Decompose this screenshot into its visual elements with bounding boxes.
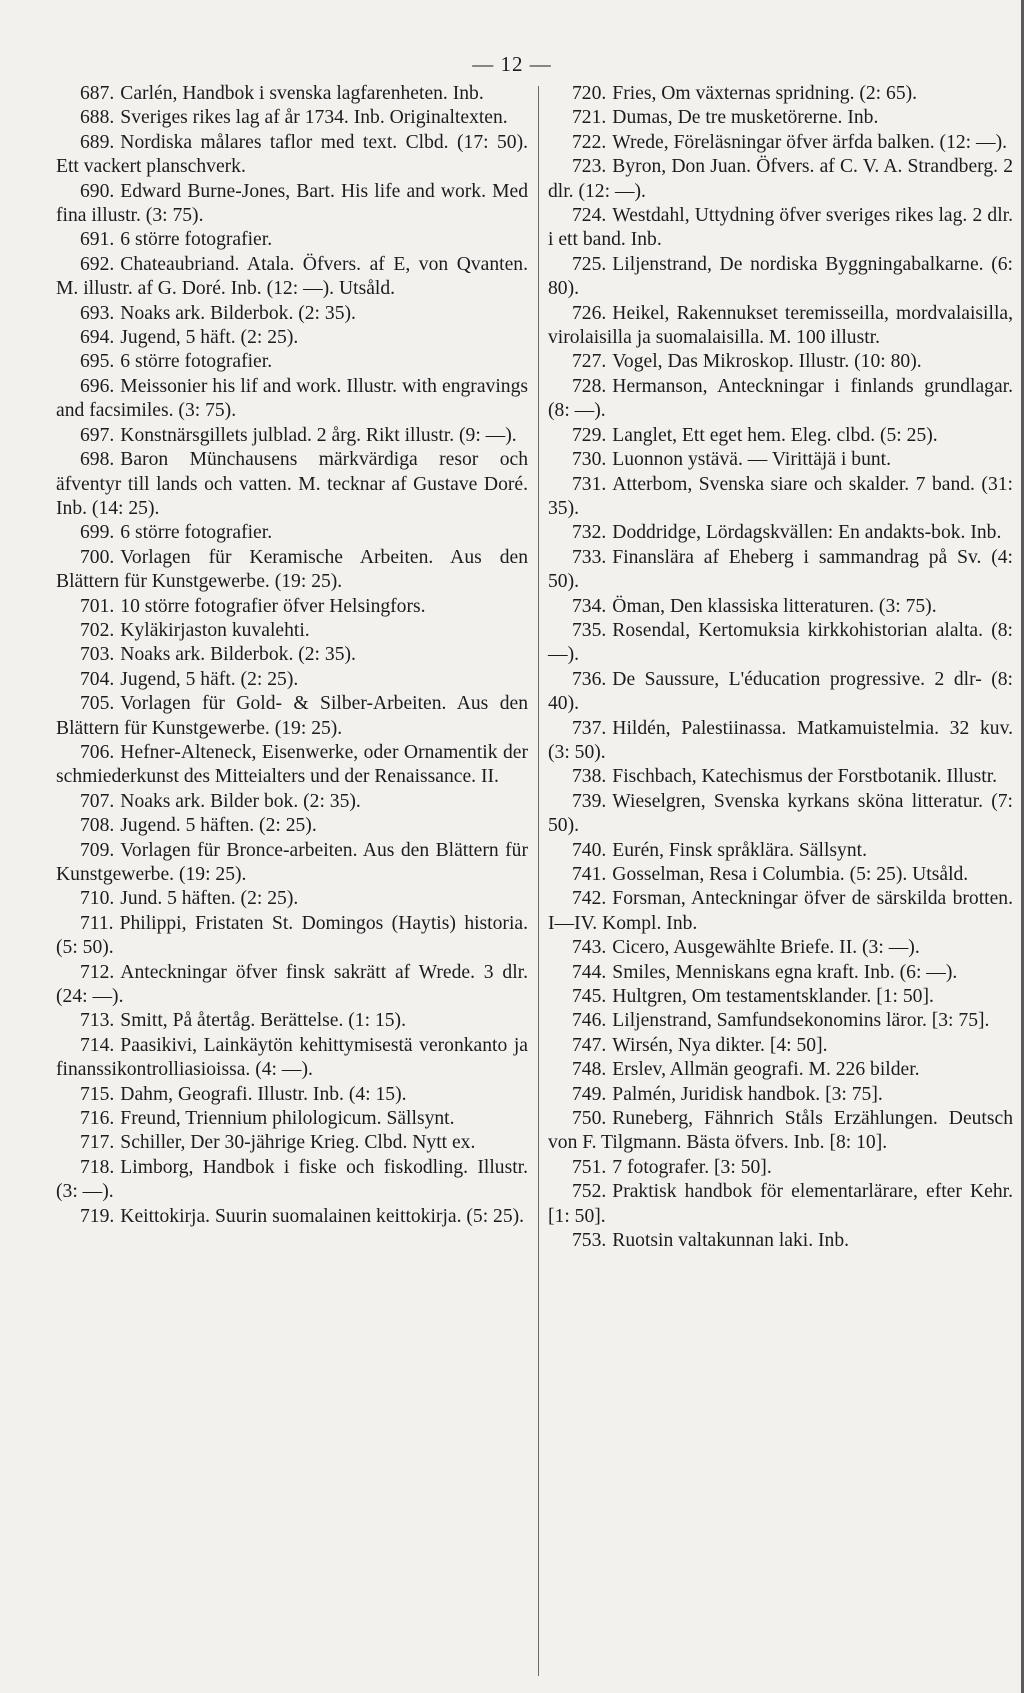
entry-text: Ruotsin valtakunnan laki. Inb. <box>612 1230 850 1252</box>
entry-number: 690. <box>80 180 115 202</box>
entry-text: Jugend, 5 häft. (2: 25). <box>120 327 299 349</box>
entry-number: 744. <box>572 961 607 983</box>
entry-number: 716. <box>80 1108 115 1130</box>
entry-text: Philippi, Fristaten St. Domingos (Haytis) historia. (5: 50). <box>56 912 528 959</box>
entry-number: 723. <box>572 156 607 178</box>
entry-text: Wrede, Föreläsningar öfver ärfda balken. (12: —). <box>612 131 1008 153</box>
entry-number: 703. <box>80 644 115 666</box>
entry-number: 728. <box>572 375 607 397</box>
catalog-entry <box>56 961 528 1010</box>
catalog-entry <box>548 424 1013 448</box>
entry-number: 712. <box>80 961 115 983</box>
entry-text: Keittokirja. Suurin suomalainen keittokirja. (5: 25). <box>120 1205 525 1227</box>
entry-text: Vorlagen für Bronce-arbeiten. Aus den Blättern für Kunstgewerbe. (19: 25). <box>56 839 528 885</box>
entry-number: 745. <box>572 986 607 1008</box>
catalog-entry <box>56 668 528 692</box>
entry-text: Dumas, De tre musketörerne. Inb. <box>612 107 879 129</box>
catalog-entry <box>548 546 1013 595</box>
entry-number: 707. <box>80 790 115 812</box>
entry-text: Runeberg, Fähnrich Ståls Erzählungen. Deutsch von F. Tilgmann. Bästa öfvers. Inb. [8: 10]. <box>548 1108 1013 1154</box>
entry-text: Jugend. 5 häften. (2: 25). <box>120 815 317 837</box>
catalog-entry <box>548 790 1013 839</box>
entry-text: Edward Burne-Jones, Bart. His life and work. Med fina illustr. (3: 75). <box>56 180 528 227</box>
catalog-entry <box>56 1107 528 1131</box>
entry-number: 711. <box>80 912 114 934</box>
entry-text: Dahm, Geografi. Illustr. Inb. (4: 15). <box>120 1083 407 1105</box>
entry-number: 718. <box>80 1156 115 1178</box>
entry-number: 689. <box>80 131 115 153</box>
entry-text: Luonnon ystävä. — Virittäjä i bunt. <box>612 449 892 471</box>
entry-text: Gosselman, Resa i Columbia. (5: 25). Utsåld. <box>612 864 969 885</box>
entry-number: 730. <box>572 449 607 471</box>
catalog-entry <box>56 1009 528 1033</box>
catalog-entry <box>548 1034 1013 1058</box>
entry-number: 740. <box>572 839 607 861</box>
entry-number: 694. <box>80 327 115 349</box>
catalog-entry <box>548 936 1013 960</box>
entry-number: 750. <box>572 1108 607 1130</box>
entry-text: Smitt, På återtåg. Berättelse. (1: 15). <box>120 1010 406 1032</box>
catalog-entry <box>548 985 1013 1009</box>
entry-number: 739. <box>572 790 607 812</box>
entry-number: 727. <box>572 351 607 373</box>
catalog-entry <box>56 82 528 106</box>
entry-text: Noaks ark. Bilder bok. (2: 35). <box>120 790 361 812</box>
entry-number: 733. <box>572 546 607 568</box>
entry-number: 748. <box>572 1059 607 1081</box>
entry-text: Wirsén, Nya dikter. [4: 50]. <box>612 1034 828 1056</box>
catalog-entry <box>56 1083 528 1107</box>
entry-number: 738. <box>572 766 607 788</box>
entry-number: 691. <box>80 229 115 251</box>
entry-number: 704. <box>80 668 115 690</box>
entry-number: 721. <box>572 107 607 129</box>
entry-number: 705. <box>80 693 115 715</box>
entry-number: 714. <box>80 1034 115 1056</box>
entry-text: Smiles, Menniskans egna kraft. Inb. (6: —). <box>612 961 958 983</box>
catalog-entry <box>548 668 1013 717</box>
entry-number: 701. <box>80 595 115 617</box>
catalog-entry <box>56 619 528 643</box>
entry-number: 713. <box>80 1010 115 1032</box>
catalog-entry <box>548 887 1013 936</box>
catalog-entry <box>56 643 528 667</box>
catalog-entry <box>548 302 1013 351</box>
catalog-entry <box>548 1058 1013 1082</box>
catalog-entry <box>548 204 1013 253</box>
catalog-entry <box>56 1156 528 1205</box>
catalog-entry <box>56 448 528 521</box>
entry-number: 746. <box>572 1010 607 1032</box>
catalog-entry <box>548 448 1013 472</box>
catalog-entry <box>56 1131 528 1155</box>
entry-text: Hefner-Alteneck, Eisenwerke, oder Ornamentik der schmiederkunst des Mitteialters und der Renaissance. II. <box>56 741 528 788</box>
entry-text: 6 större fotografier. <box>120 522 273 544</box>
entry-number: 717. <box>80 1132 115 1154</box>
catalog-entry <box>56 180 528 229</box>
entry-text: Byron, Don Juan. Öfvers. af C. V. A. Strandberg. 2 dlr. (12: —). <box>548 156 1013 202</box>
entry-text: Forsman, Anteckningar öfver de särskilda brotten. I—IV. Kompl. Inb. <box>548 888 1013 934</box>
entry-text: Öman, Den klassiska litteraturen. (3: 75). <box>612 595 937 617</box>
entry-number: 710. <box>80 888 115 910</box>
entry-text: Anteckningar öfver finsk sakrätt af Wrede. 3 dlr. (24: —). <box>56 961 528 1008</box>
entry-number: 735. <box>572 619 607 641</box>
entry-number: 706. <box>80 741 115 763</box>
entry-text: Vogel, Das Mikroskop. Illustr. (10: 80). <box>612 351 922 373</box>
catalog-entry <box>548 473 1013 522</box>
entry-number: 688. <box>80 107 115 129</box>
catalog-entry <box>548 375 1013 424</box>
catalog-entry <box>56 228 528 252</box>
entry-number: 734. <box>572 595 607 617</box>
entry-text: Palmén, Juridisk handbok. [3: 75]. <box>612 1083 883 1105</box>
entry-text: Meissonier his lif and work. Illustr. with engravings and facsimiles. (3: 75). <box>56 375 528 422</box>
entry-number: 708. <box>80 815 115 837</box>
entry-number: 720. <box>572 83 607 104</box>
entry-text: De Saussure, L'éducation progressive. 2 dlr- (8: 40). <box>548 668 1013 715</box>
entry-text: Jund. 5 häften. (2: 25). <box>120 888 299 910</box>
entry-text: Fries, Om växternas spridning. (2: 65). <box>612 83 918 104</box>
catalog-entry <box>548 619 1013 668</box>
entry-number: 696. <box>80 375 115 397</box>
entry-text: Noaks ark. Bilderbok. (2: 35). <box>120 644 356 666</box>
catalog-entry <box>548 521 1013 545</box>
catalog-entry <box>56 253 528 302</box>
entry-text: Vorlagen für Keramische Arbeiten. Aus den Blättern für Kunstgewerbe. (19: 25). <box>56 546 528 593</box>
entry-text: Limborg, Handbok i fiske och fiskodling. Illustr. (3: —). <box>56 1156 528 1203</box>
catalog-entry <box>548 765 1013 789</box>
catalog-entry <box>548 1009 1013 1033</box>
catalog-entry <box>548 253 1013 302</box>
entry-number: 741. <box>572 864 607 885</box>
entry-number: 719. <box>80 1205 115 1227</box>
right-column <box>548 82 1013 1254</box>
entry-text: Vorlagen für Gold- & Silber-Arbeiten. Aus den Blättern für Kunstgewerbe. (19: 25). <box>56 693 528 739</box>
catalog-entry <box>56 912 528 961</box>
entry-number: 699. <box>80 522 115 544</box>
catalog-entry <box>548 595 1013 619</box>
page-number: — 12 — <box>472 52 552 76</box>
entry-number: 693. <box>80 302 115 324</box>
entry-text: Eurén, Finsk språklära. Sällsynt. <box>612 839 867 861</box>
catalog-entry <box>56 741 528 790</box>
catalog-entry <box>548 717 1013 766</box>
entry-text: Baron Münchausens märkvärdiga resor och äfventyr till lands och vatten. M. tecknar af Gustave Doré. Inb. (14: 25). <box>56 449 528 519</box>
entry-number: 687. <box>80 83 115 104</box>
entry-number: 729. <box>572 424 607 446</box>
entry-text: Hildén, Palestiinassa. Matkamuistelmia. 32 kuv. (3: 50). <box>548 717 1013 763</box>
entry-number: 702. <box>80 619 115 641</box>
entry-text: Westdahl, Uttydning öfver sveriges rikes lag. 2 dlr. i ett band. Inb. <box>548 205 1013 251</box>
entry-number: 695. <box>80 351 115 373</box>
entry-number: 742. <box>572 888 607 910</box>
entry-number: 726. <box>572 302 607 324</box>
entry-text: Praktisk handbok för elementarlärare, efter Kehr. [1: 50]. <box>548 1181 1013 1227</box>
catalog-entry <box>56 887 528 911</box>
entry-text: 7 fotografer. [3: 50]. <box>612 1156 772 1178</box>
catalog-entry <box>548 82 1013 106</box>
catalog-entry <box>548 839 1013 863</box>
entry-number: 753. <box>572 1230 607 1252</box>
entry-text: Atterbom, Svenska siare och skalder. 7 band. (31: 35). <box>548 473 1013 519</box>
catalog-entry <box>548 1083 1013 1107</box>
catalog-entry <box>548 106 1013 130</box>
entry-number: 700. <box>80 546 115 568</box>
catalog-entry <box>548 1180 1013 1229</box>
entry-number: 722. <box>572 131 607 153</box>
catalog-entry <box>56 1205 528 1229</box>
column-divider <box>538 86 539 1676</box>
catalog-entry <box>548 1107 1013 1156</box>
entry-text: Langlet, Ett eget hem. Eleg. clbd. (5: 25). <box>612 424 938 446</box>
entry-text: Hermanson, Anteckningar i finlands grundlagar. (8: —). <box>548 375 1013 422</box>
entry-text: Nordiska målares taflor med text. Clbd. (17: 50). Ett vackert planschverk. <box>56 131 528 178</box>
catalog-entry <box>56 595 528 619</box>
entry-text: Freund, Triennium philologicum. Sällsynt. <box>120 1108 455 1130</box>
entry-text: Chateaubriand. Atala. Öfvers. af E, von Qvanten. M. illustr. af G. Doré. Inb. (12: —). Utsåld. <box>56 253 528 300</box>
catalog-entry <box>56 814 528 838</box>
entry-text: Paasikivi, Lainkäytön kehittymisestä veronkanto ja finanssikontrolliasioissa. (4: —). <box>56 1034 528 1081</box>
catalog-entry <box>56 790 528 814</box>
catalog-entry <box>56 131 528 180</box>
entry-number: 725. <box>572 253 607 275</box>
entry-text: Sveriges rikes lag af år 1734. Inb. Originaltexten. <box>120 107 508 129</box>
entry-text: Cicero, Ausgewählte Briefe. II. (3: —). <box>612 937 920 959</box>
catalog-entry <box>548 350 1013 374</box>
entry-number: 732. <box>572 522 607 544</box>
entry-text: Liljenstrand, De nordiska Byggningabalkarne. (6: 80). <box>548 253 1013 300</box>
left-column <box>56 82 528 1229</box>
entry-text: Hultgren, Om testamentsklander. [1: 50]. <box>612 986 934 1008</box>
entry-text: Konstnärsgillets julblad. 2 årg. Rikt illustr. (9: —). <box>120 424 517 446</box>
entry-text: 6 större fotografier. <box>120 351 273 373</box>
entry-number: 737. <box>572 717 607 739</box>
entry-text: Jugend, 5 häft. (2: 25). <box>120 668 299 690</box>
entry-number: 743. <box>572 937 607 959</box>
catalog-entry <box>56 424 528 448</box>
entry-number: 692. <box>80 253 115 275</box>
catalog-entry <box>56 692 528 741</box>
entry-number: 752. <box>572 1181 607 1203</box>
entry-text: Fischbach, Katechismus der Forstbotanik. Illustr. <box>612 766 998 788</box>
catalog-entry <box>56 375 528 424</box>
entry-text: Schiller, Der 30-jährige Krieg. Clbd. Nytt ex. <box>120 1132 476 1154</box>
catalog-entry <box>548 1156 1013 1180</box>
entry-text: 6 större fotografier. <box>120 229 273 251</box>
catalog-entry <box>56 302 528 326</box>
catalog-entry <box>56 521 528 545</box>
catalog-entry <box>56 106 528 130</box>
entry-number: 697. <box>80 424 115 446</box>
catalog-entry <box>548 1229 1013 1253</box>
entry-text: Rosendal, Kertomuksia kirkkohistorian alalta. (8: —). <box>548 619 1013 666</box>
catalog-entry <box>56 350 528 374</box>
catalog-entry <box>548 863 1013 887</box>
entry-number: 747. <box>572 1034 607 1056</box>
entry-text: Kyläkirjaston kuvalehti. <box>120 619 310 641</box>
entry-text: Noaks ark. Bilderbok. (2: 35). <box>120 302 356 324</box>
catalog-entry <box>56 546 528 595</box>
entry-number: 715. <box>80 1083 115 1105</box>
entry-number: 709. <box>80 839 115 861</box>
entry-text: Finanslära af Eheberg i sammandrag på Sv. (4: 50). <box>548 546 1013 593</box>
catalog-entry <box>56 326 528 350</box>
entry-text: Doddridge, Lördagskvällen: En andakts-bok. Inb. <box>612 522 1002 544</box>
catalog-entry <box>548 155 1013 204</box>
catalog-entry <box>56 839 528 888</box>
catalog-entry <box>56 1034 528 1083</box>
entry-text: Liljenstrand, Samfundsekonomins läror. [3: 75]. <box>612 1010 990 1032</box>
entry-text: Erslev, Allmän geografi. M. 226 bilder. <box>612 1059 920 1081</box>
entry-number: 751. <box>572 1156 607 1178</box>
entry-number: 749. <box>572 1083 607 1105</box>
entry-text: Heikel, Rakennukset teremisseilla, mordvalaisilla, virolaisilla ja suomalaisilla. M. 100 illustr. <box>548 302 1013 349</box>
entry-number: 736. <box>572 668 607 690</box>
entry-number: 731. <box>572 473 607 495</box>
entry-text: Wieselgren, Svenska kyrkans sköna litteratur. (7: 50). <box>548 790 1013 837</box>
entry-text: Carlén, Handbok i svenska lagfarenheten. Inb. <box>120 83 484 104</box>
entry-number: 724. <box>572 205 607 227</box>
catalog-entry <box>548 961 1013 985</box>
entry-text: 10 större fotografier öfver Helsingfors. <box>120 595 426 617</box>
entry-number: 698. <box>80 449 115 471</box>
catalog-entry <box>548 131 1013 155</box>
